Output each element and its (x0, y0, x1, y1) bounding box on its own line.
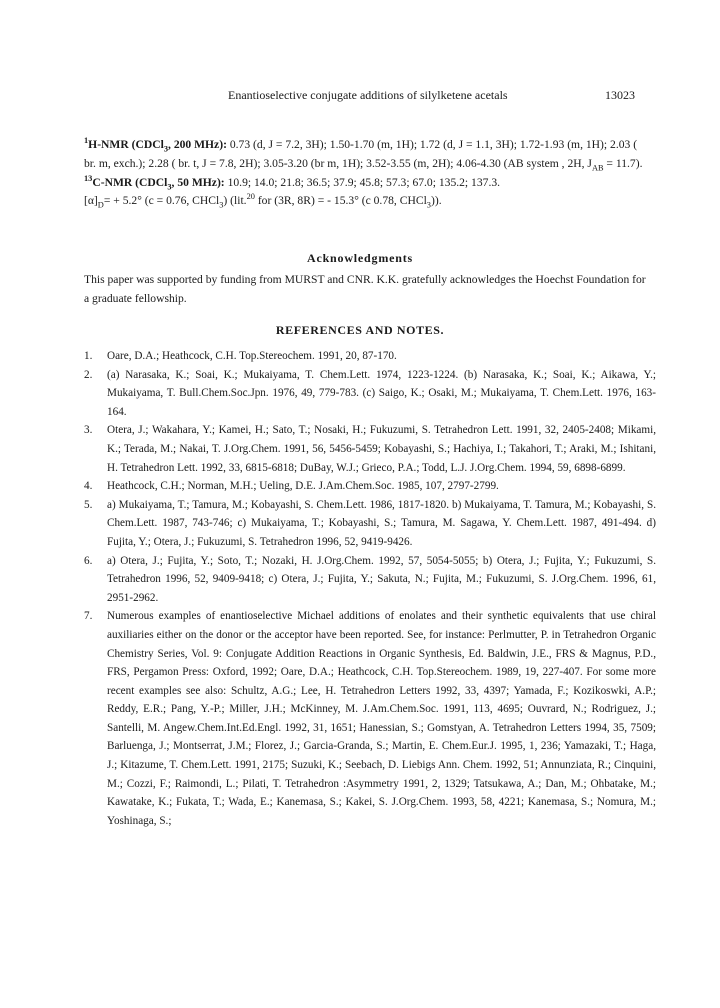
reference-item (84, 421, 656, 477)
reference-text: Numerous examples of enantioselective Michael additions of enolates and their synthetic equivalents that use chiral auxiliaries either on the donor or the acceptor have been reported. See, for instance: Perlmutter, P. in Tetrahedron Organic Chemistry Series, Vol. 9: Conjugate Addition Reactions in Organic Synthesis, Ed. Baldwin, J.E., FRS & Magnus, P.D., FRS, Pergamon Press: Oxford, 1992; Oare, D.A.; Heathcock, C.H. Top.Stereochem. 1989, 19, 227-407. For some more recent examples see also: Schultz, A.G.; Lee, H. Tetrahedron Letters 1992, 33, 4397; Yamada, F.; Kozikoswki, A.P.; Reddy, E.R.; Pang, Y.-P.; Miller, J.H.; McKinney, M. J.Am.Chem.Soc. 1991, 113, 4695; Ouvrard, N.; Rodriguez, J.; Santelli, M. Angew.Chem.Int.Ed.Engl. 1992, 31, 1651; Hanessian, S.; Gomstyan, A. Tetrahedron Letters 1994, 35, 7509; Barluenga, J.; Montserrat, J.M.; Florez, J.; Garcia-Granda, S.; Martin, E. Chem.Eur.J. 1995, 1, 236; Yamazaki, T.; Haga, J.; Kitazume, T. Chem.Lett. 1991, 2175; Suzuki, K.; Seebach, D. Liebigs Ann. Chem. 1992, 51; Annunziata, R.; Cinquini, M.; Cozzi, F.; Raimondi, L.; Pilati, T. Tetrahedron :Asymmetry 1991, 2, 1329; Tatsukawa, A.; Dan, M.; Ohbatake, M.; Kawatake, K.; Fukata, T.; Wada, E.; Kanemasa, S.; Kakei, S. J.Org.Chem. 1993, 58, 4221; Kanemasa, S.; Nomura, M.; Yoshinaga, S.; (107, 610, 656, 827)
reference-text: a) Mukaiyama, T.; Tamura, M.; Kobayashi, S. Chem.Lett. 1986, 1817-1820. b) Mukaiyama, T. Tamura, M.; Kobayashi, S. Chem.Lett. 1987, 743-746; c) Mukaiyama, T.; Kobayashi, S.; Tamura, M. Sagawa, Y. Chem.Lett. 1987, 491-494. d) Fujita, Y.; Otera, J.; Fukuzumi, S. Tetrahedron 1996, 52, 9419-9426. (107, 498, 656, 548)
reference-number: 1. (84, 350, 93, 362)
page-number: 13023 (605, 88, 635, 102)
reference-item (84, 347, 656, 366)
acknowledgments-heading: Acknowledgments (306, 251, 413, 265)
reference-item (84, 607, 656, 830)
c-nmr-label: C-NMR (CDCl (92, 175, 168, 189)
reference-number: 6. (84, 554, 93, 567)
reference-text: Oare, D.A.; Heathcock, C.H. Top.Stereochem. 1991, 20, 87-170. (107, 350, 397, 362)
h-nmr-data: 0.73 (d, J = 7.2, 3H); 1.50-1.70 (m, 1H); 1.72 (d, J = 1.1, 3H); 1.72-1.93 (m, 1H); 2.03 ( br. m, exch.); 2.28 ( br. t, J = 7.8, 2H); 3.05-3.20 (br m, 1H); 3.52-3.55 (m, 2H); 4.06-4.30 (AB system , 2H, J (84, 138, 638, 170)
reference-number: 7. (84, 610, 93, 623)
reference-number: 5. (84, 498, 93, 511)
reference-item (84, 366, 656, 422)
reference-text: Otera, J.; Wakahara, Y.; Kamei, H.; Sato, T.; Nosaki, H.; Fukuzumi, S. Tetrahedron Lett. 1991, 32, 2405-2408; Mikami, K.; Terada, M.; Nakai, T. J.Org.Chem. 1991, 56, 5456-5459; Kobayashi, S.; Hachiya, I.; Takahori, T.; Araki, M.; Ishitani, H. Tetrahedron Lett. 1992, 33, 6815-6818; DuBay, W.J.; Grieco, P.A.; Todd, L.J. J.Org.Chem. 1994, 59, 6898-6899. (107, 424, 656, 474)
reference-item (84, 477, 656, 496)
optical-rotation: $[\alpha]_D= + 5.2^\circ$ (c = 0.76, CHCl$_3$) (lit.$^{20}$ for (3R, 8R) = - 15.3° (c 0.78, CHCl$_3$)). (84, 192, 442, 210)
reference-text: Heathcock, C.H.; Norman, M.H.; Ueling, D.E. J.Am.Chem.Soc. 1985, 107, 2797-2799. (107, 480, 499, 493)
reference-number: 3. (84, 424, 93, 437)
reference-item (84, 496, 656, 552)
references-list (84, 347, 656, 830)
c-nmr-data: 10.9; 14.0; 21.8; 36.5; 37.9; 45.8; 57.3; 67.0; 135.2; 137.3. (227, 175, 501, 189)
reference-text: a) Otera, J.; Fujita, Y.; Soto, T.; Nozaki, H. J.Org.Chem. 1992, 57, 5054-5055; b) Otera, J.; Fujita, Y.; Fukuzumi, S. Tetrahedron 1996, 52, 9409-9418; c) Otera, J.; Fujita, Y.; Sakuta, N.; Fujita, M.; Fukuzumi, S. J.Org.Chem. 1996, 61, 2951-2962. (107, 554, 656, 604)
c-nmr-paragraph: $^{13}$C-NMR (CDCl$_3$, 50 MHz): 10.9; 14.0; 21.8; 36.5; 37.9; 45.8; 57.3; 67.0; 135.2; 137.3. (84, 173, 501, 191)
references-heading: REFERENCES AND NOTES. (275, 323, 445, 337)
running-title: Enantioselective conjugate additions of silylketene acetals (228, 88, 508, 102)
reference-number: 4. (84, 480, 93, 493)
h-nmr-paragraph: $^1$H-NMR (CDCl$_3$, 200 MHz): 0.73 (d, J = 7.2, 3H); 1.50-1.70 (m, 1H); 1.72 (d, J = 1.1, 3H); 1.72-1.93 (m, 1H); 2.03 ( br. m, exch.); 2.28 ( br. t, J = 7.8, 2H); 3.05-3.20 (br m, 1H); 3.52-3.55 (m, 2H); 4.06-4.30 (AB system , 2H, $J_{AB} = 11.7$). (84, 136, 643, 173)
nmr-data-block (84, 136, 644, 211)
reference-number: 2. (84, 368, 93, 381)
h-nmr-label: H-NMR (CDCl (88, 138, 164, 151)
reference-text: (a) Narasaka, K.; Soai, K.; Mukaiyama, T. Chem.Lett. 1974, 1223-1224. (b) Narasaka, K.; Soai, K.; Aikawa, Y.; Mukaiyama, T. Bull.Chem.Soc.Jpn. 1976, 49, 779-783. (c) Saigo, K.; Osaki, M.; Mukaiyama, T. Chem.Lett. 1976, 163-164. (107, 368, 656, 418)
reference-item (84, 552, 656, 608)
acknowledgments-text: This paper was supported by funding from MURST and CNR. K.K. gratefully acknowledges the Hoechst Foundation for a graduate fellowship. (84, 273, 646, 305)
